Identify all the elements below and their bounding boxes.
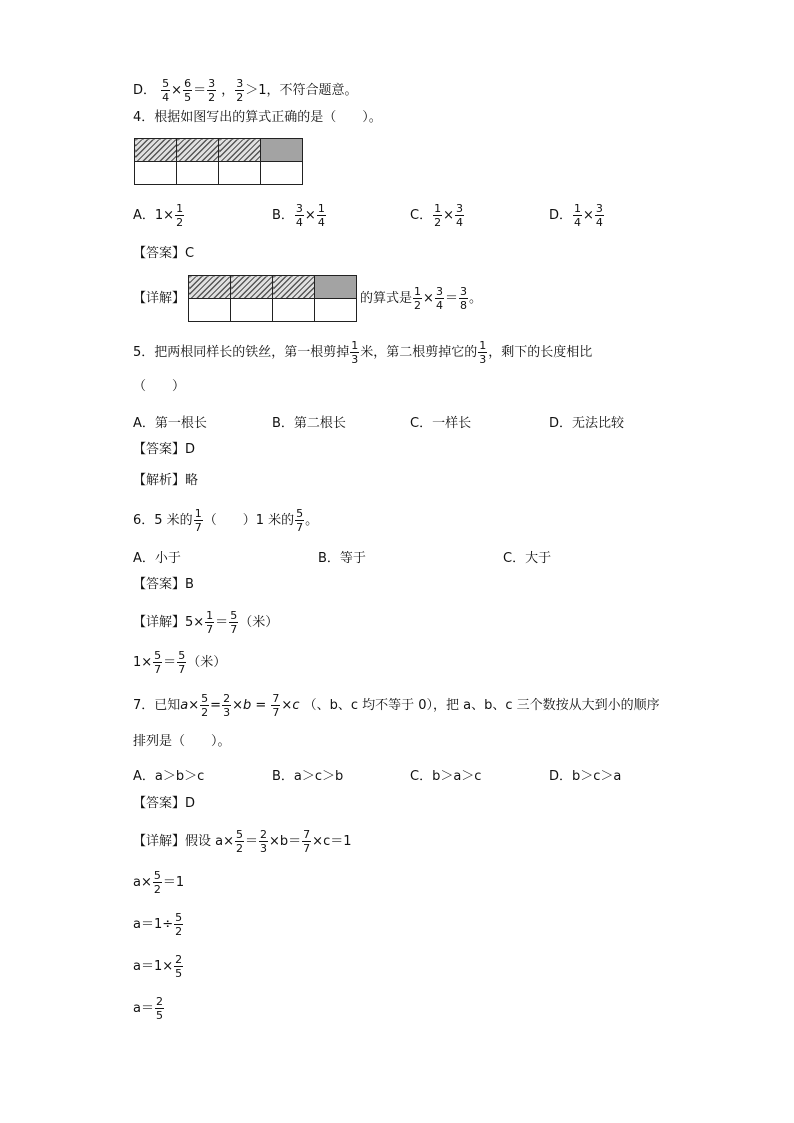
q4-detail-grid: [188, 275, 357, 322]
q7-option-c: C．b＞a＞c: [410, 769, 482, 784]
q6-option-b: B．等于: [318, 551, 366, 566]
fraction: $\frac{2}{3}$: [223, 692, 231, 719]
fraction: $\frac{1}{2}$: [434, 202, 442, 229]
q4-option-c: C． $\frac{1}{2}$ × $\frac{3}{4}$: [410, 202, 463, 229]
detail-label: 【详解】5×: [133, 615, 205, 630]
q7-question-line2: 排列是（ ）。: [133, 734, 231, 749]
shaded-cell: [261, 139, 303, 162]
fraction: $\frac{1}{4}$: [574, 202, 582, 229]
shaded-cell: [315, 276, 357, 299]
question-text: ，剩下的长度相比: [488, 345, 593, 360]
q6-option-a: A．小于: [133, 551, 181, 566]
fraction: $\frac{7}{7}$: [303, 828, 311, 855]
q7-step-1: a× $\frac{5}{2}$ ＝1: [133, 869, 185, 896]
fraction: $\frac{3}{8}$: [459, 285, 467, 312]
q6-option-c: C．大于: [503, 551, 552, 566]
empty-cell: [261, 162, 303, 185]
q7-option-d: D．b＞c＞a: [549, 769, 622, 784]
q7-option-a: A．a＞b＞c: [133, 769, 205, 784]
fraction: $\frac{1}{7}$: [206, 609, 214, 636]
option-text: 1×: [154, 208, 175, 223]
fraction: $\frac{3}{4}$: [295, 202, 303, 229]
question-text: 米，第二根剪掉它的: [360, 345, 478, 360]
step-text: a＝: [133, 1001, 154, 1016]
fraction: $\frac{1}{2}$: [414, 285, 422, 312]
q5-question: [133, 340, 592, 365]
q4-option-a: [133, 203, 185, 228]
step-text: a×: [133, 875, 152, 890]
option-label: B．: [272, 208, 294, 223]
q7-step-3: [133, 954, 184, 979]
q7-answer: 【答案】D: [133, 796, 196, 811]
option-label: D．: [133, 83, 157, 98]
step-text: a＝1÷: [133, 917, 174, 932]
q4-fraction-grid: [134, 138, 303, 185]
q5-blank: （ ）: [133, 379, 186, 394]
hatched-cell: [177, 139, 219, 162]
fraction: $\frac{2}{3}$: [260, 828, 268, 855]
fraction: $\frac{5}{4}$: [162, 77, 170, 104]
q4-option-b: B． $\frac{3}{4}$ × $\frac{1}{4}$: [272, 202, 325, 229]
q4-detail: 【详解】 的算式是 $\frac{1}{2}$ × $\frac{3}{4}$ ＝ $\frac{3}{8}$ 。: [133, 275, 482, 322]
unit-text: （米）: [239, 615, 279, 630]
option-text: ，不符合题意。: [266, 83, 358, 98]
fraction: $\frac{5}{2}$: [236, 828, 243, 855]
fraction: $\frac{5}{2}$: [201, 692, 209, 719]
detail-label: 【详解】: [133, 291, 186, 306]
q7-step-2: [133, 912, 184, 937]
q6-detail-1: 【详解】5× $\frac{1}{7}$ ＝ $\frac{5}{7}$ （米）: [133, 609, 279, 636]
empty-cell: [231, 299, 273, 322]
step-text: a＝1×: [133, 959, 174, 974]
q6-answer: 【答案】B: [133, 577, 194, 592]
fraction: $\frac{3}{2}$: [208, 77, 216, 104]
question-text: 。: [305, 513, 319, 528]
q4-answer: 【答案】C: [133, 246, 195, 261]
fraction: $\frac{5}{7}$: [230, 609, 238, 636]
hatched-cell: [189, 276, 231, 299]
fraction: $\frac{1}{3}$: [351, 339, 359, 366]
fraction: $\frac{1}{3}$: [479, 339, 487, 366]
question-text: （、b、c 均不等于 0），把 a、b、c 三个数按从大到小的顺序: [303, 698, 660, 713]
detail-label: 【详解】假设 a×: [133, 834, 234, 849]
question-text: 7．已知: [133, 698, 181, 713]
fraction: $\frac{5}{7}$: [154, 649, 162, 676]
fraction: $\frac{3}{4}$: [435, 285, 443, 312]
q7-step-4: [133, 996, 165, 1021]
fraction: $\frac{5}{7}$: [178, 649, 186, 676]
q4-question: 4．根据如图写出的算式正确的是（ ）。: [133, 110, 382, 125]
question-text: 6．5 米的: [133, 513, 193, 528]
q5-option-a: A．第一根长: [133, 416, 207, 431]
question-text: 5．把两根同样长的铁丝，第一根剪掉: [133, 345, 350, 360]
empty-cell: [273, 299, 315, 322]
hatched-cell: [219, 139, 261, 162]
q5-option-d: D．无法比较: [549, 416, 625, 431]
empty-cell: [219, 162, 261, 185]
fraction: $\frac{1}{2}$: [176, 202, 184, 229]
q7-option-b: B．a＞c＞b: [272, 769, 344, 784]
hatched-cell: [231, 276, 273, 299]
q4-option-d: D． $\frac{1}{4}$ × $\frac{3}{4}$: [549, 202, 603, 229]
fraction: $\frac{3}{4}$: [595, 202, 603, 229]
q5-analysis: 【解析】略: [133, 473, 199, 488]
empty-cell: [177, 162, 219, 185]
empty-cell: [189, 299, 231, 322]
fraction: $\frac{5}{2}$: [175, 911, 183, 938]
hatched-cell: [135, 139, 177, 162]
prev-option-d: D． $\frac{5}{4}$ × $\frac{6}{5}$ ＝ $\frac{3}{2}$ ， $\frac{3}{2}$ ＞1，不符合题意。: [133, 77, 358, 104]
q5-option-c: C．一样长: [410, 416, 472, 431]
empty-cell: [135, 162, 177, 185]
fraction: $\frac{1}{7}$: [194, 507, 202, 534]
fraction: $\frac{6}{5}$: [184, 77, 192, 104]
q7-question: 7．已知a× $\frac{5}{2}$ = $\frac{2}{3}$ ×b = $\frac{7}{7}$ ×c （、b、c 均不等于 0），把 a、b、c 三个数按从大到小的顺序: [133, 692, 660, 719]
q6-question: [133, 508, 318, 533]
fraction: $\frac{5}{2}$: [153, 869, 161, 896]
fraction: $\frac{3}{2}$: [236, 77, 244, 104]
option-label: D．: [549, 208, 573, 223]
option-label: C．: [410, 208, 433, 223]
fraction: $\frac{5}{7}$: [296, 507, 304, 534]
empty-cell: [315, 299, 357, 322]
q7-detail-1: 【详解】假设 a× $\frac{5}{2}$ ＝ $\frac{2}{3}$ ×b＝ $\frac{7}{7}$ ×c＝1: [133, 828, 352, 855]
fraction: $\frac{2}{5}$: [175, 953, 183, 980]
fraction: $\frac{7}{7}$: [272, 692, 280, 719]
detail-text: 的算式是: [360, 291, 413, 306]
fraction: $\frac{3}{4}$: [455, 202, 463, 229]
question-text: （ ）1 米的: [203, 513, 295, 528]
unit-text: （米）: [187, 655, 227, 670]
option-label: A．: [133, 208, 155, 223]
hatched-cell: [273, 276, 315, 299]
q6-detail-2: 1× $\frac{5}{7}$ ＝ $\frac{5}{7}$ （米）: [133, 649, 227, 676]
fraction: $\frac{2}{5}$: [155, 995, 163, 1022]
q5-answer: 【答案】D: [133, 442, 196, 457]
fraction: $\frac{1}{4}$: [317, 202, 325, 229]
q5-option-b: B．第二根长: [272, 416, 346, 431]
